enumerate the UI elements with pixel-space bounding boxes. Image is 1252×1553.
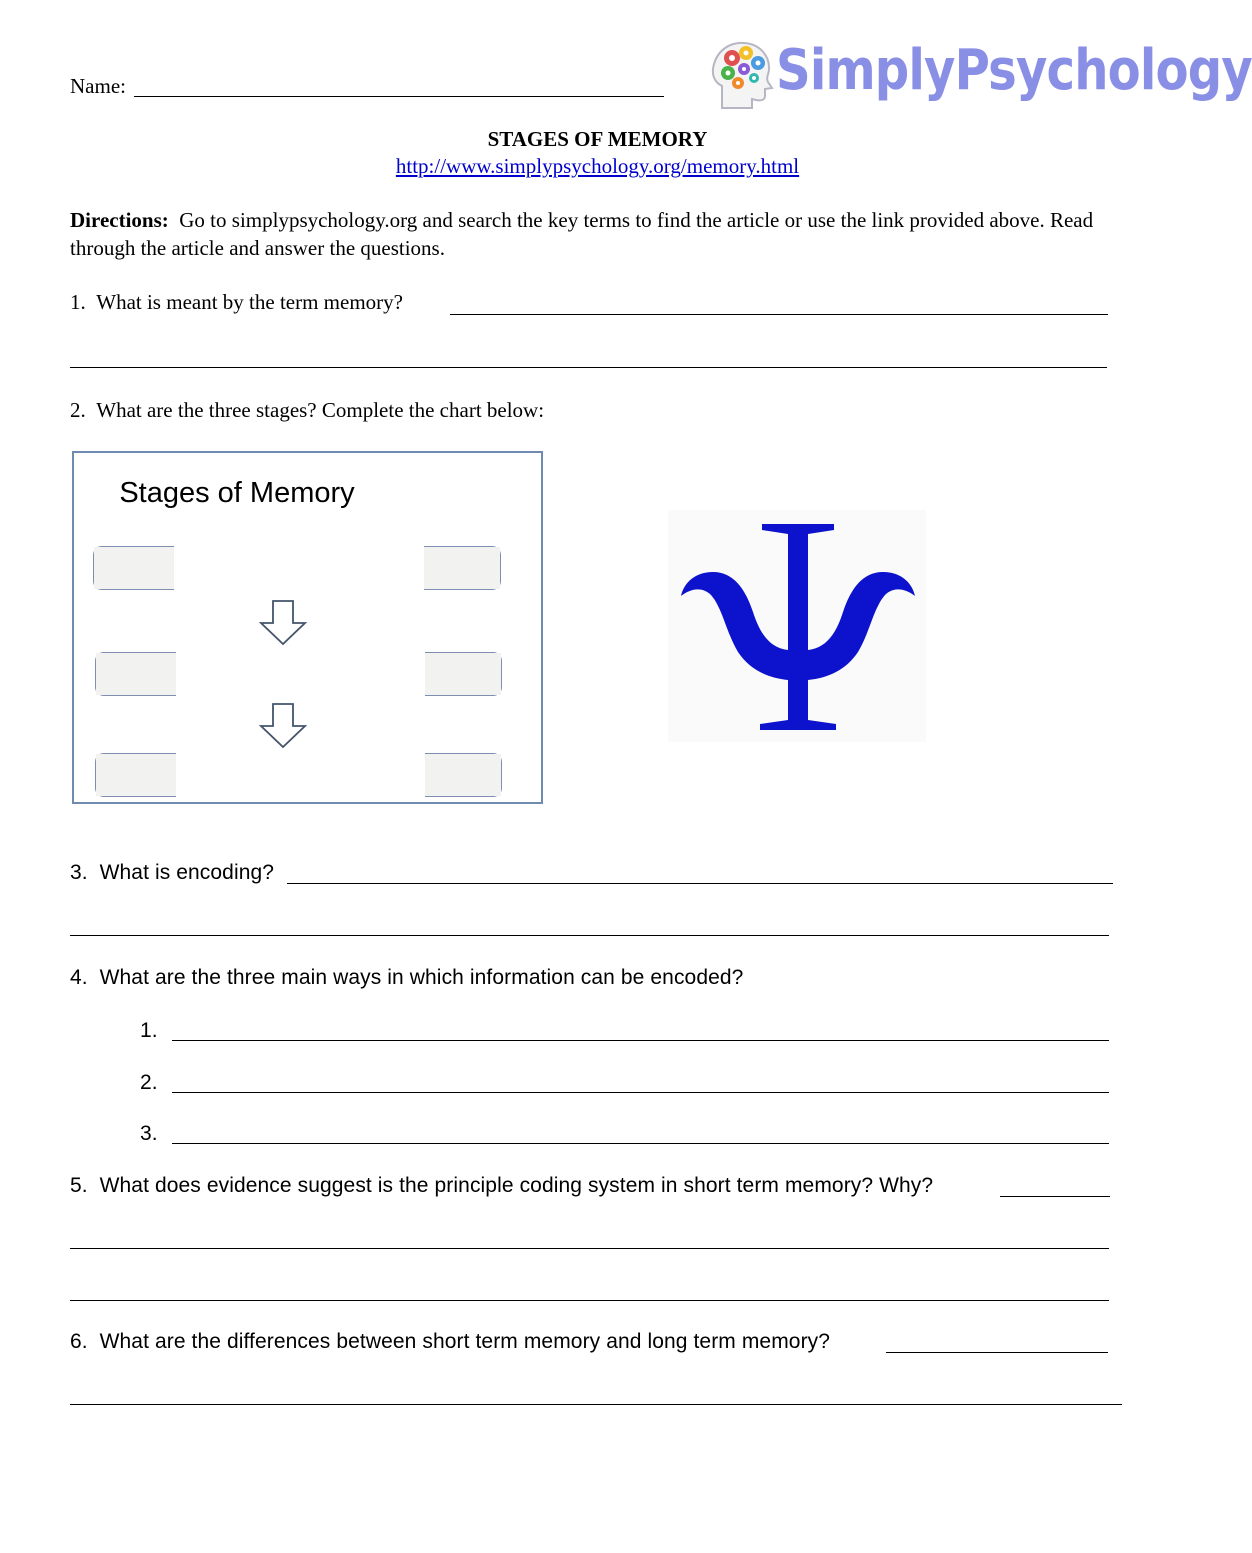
question-2: [70, 398, 544, 423]
stage-box-1[interactable]: [93, 546, 501, 590]
answer-line[interactable]: [450, 314, 1108, 315]
answer-line[interactable]: [1000, 1196, 1110, 1197]
question-6: [70, 1330, 830, 1354]
name-label: Name:: [70, 74, 126, 98]
down-arrow-icon: [259, 703, 307, 749]
question-text: What is encoding?: [99, 861, 275, 884]
question-number: 1.: [70, 290, 86, 314]
answer-line[interactable]: [172, 1040, 1109, 1041]
answer-line[interactable]: [172, 1092, 1109, 1093]
answer-line[interactable]: [287, 883, 1113, 884]
stage-box-2[interactable]: [95, 652, 502, 696]
question-number: 5.: [70, 1174, 88, 1197]
question-5: [70, 1174, 933, 1198]
sub-item-number: 2.: [140, 1071, 158, 1094]
directions: [70, 206, 1130, 262]
page-title: STAGES OF MEMORY: [487, 127, 708, 151]
answer-line[interactable]: [70, 1404, 1122, 1405]
question-1: [70, 290, 403, 315]
directions-label: Directions:: [70, 208, 169, 232]
down-arrow-icon: [259, 600, 307, 646]
article-link[interactable]: http://www.simplypsychology.org/memory.html: [395, 154, 800, 178]
question-4: [70, 966, 743, 990]
question-number: 4.: [70, 966, 88, 989]
directions-text: Go to simplypsychology.org and search the key terms to find the article or use the link provided above. Read through the article and answer the questions.: [70, 208, 1094, 260]
answer-line[interactable]: [70, 367, 1107, 368]
logo-text: SimplyPsychology: [776, 38, 1252, 103]
answer-line[interactable]: [70, 1300, 1109, 1301]
question-text: What are the three main ways in which information can be encoded?: [99, 966, 744, 989]
answer-line[interactable]: [70, 935, 1109, 936]
answer-line[interactable]: [70, 1248, 1109, 1249]
name-input-line[interactable]: [134, 96, 664, 97]
psi-symbol-icon: [668, 510, 926, 742]
answer-line[interactable]: [172, 1143, 1109, 1144]
head-gears-icon: [708, 38, 778, 112]
question-text: What are the differences between short term memory and long term memory?: [99, 1330, 831, 1353]
question-3: [70, 861, 274, 885]
answer-line[interactable]: [886, 1352, 1108, 1353]
question-number: 3.: [70, 861, 88, 884]
diagram-title: Stages of Memory: [119, 477, 355, 509]
sub-item-number: 3.: [140, 1122, 158, 1145]
question-text: What does evidence suggest is the principle coding system in short term memory? Why?: [99, 1174, 934, 1197]
stage-box-3[interactable]: [95, 753, 502, 797]
sub-item-number: 1.: [140, 1019, 158, 1042]
question-text: What are the three stages? Complete the chart below:: [96, 398, 545, 422]
question-text: What is meant by the term memory?: [96, 290, 403, 314]
question-number: 2.: [70, 398, 86, 422]
question-number: 6.: [70, 1330, 88, 1353]
